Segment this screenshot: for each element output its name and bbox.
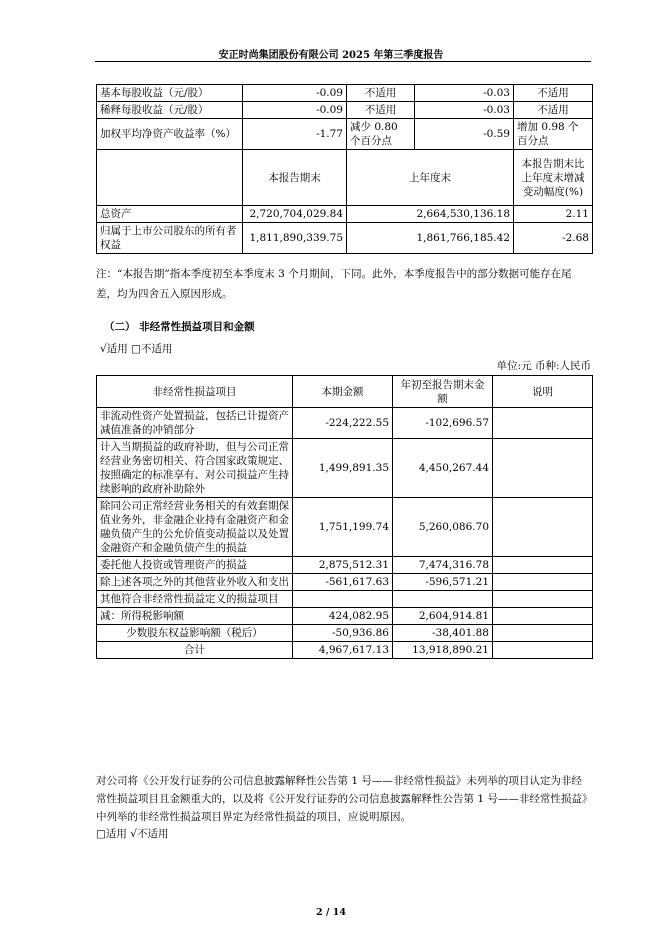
- table-row: [97, 498, 593, 557]
- item-cell: 其他符合非经常性损益定义的损益项目: [97, 591, 293, 608]
- section-title: （二） 非经常性损益项目和金额: [104, 321, 255, 333]
- header-cell: 年初至报告期末金额: [393, 376, 493, 408]
- current-amount: -224,222.55: [293, 408, 393, 439]
- item-cell: 除上述各项之外的其他营业外收入和支出: [97, 574, 293, 591]
- note-cell: [493, 557, 593, 574]
- table-row: [97, 206, 593, 223]
- table-header-row: [97, 150, 593, 206]
- header-cell: 非经常性损益项目: [97, 376, 293, 408]
- cell-value: 不适用: [514, 102, 593, 119]
- table-row: [97, 223, 593, 254]
- item-cell: 减：所得税影响额: [97, 608, 293, 625]
- cell-value: 2.11: [514, 206, 593, 223]
- row-label: 加权平均净资产收益率（%）: [97, 119, 243, 150]
- cell-value: 减少 0.80 个百分点: [347, 119, 415, 150]
- unit-label: 单位:元 币种:人民币: [496, 360, 591, 372]
- ytd-amount: 2,604,914.81: [393, 608, 493, 625]
- table-row: [97, 408, 593, 439]
- explanation-paragraph: 对公司将《公开发行证券的公司信息披露解释性公告第 1 号——非经常性损益》未列举的项目认定为非经常性损益项目且金额重大的，以及将《公开发行证券的公司信息披露解释性公告第 1 号——非经常性损益》中列举的非经常性损益项目界定为经常性损益的项目，应说明原因。: [96, 775, 588, 823]
- ytd-amount: -102,696.57: [393, 408, 493, 439]
- row-label: 总资产: [97, 206, 243, 223]
- table-row: [97, 119, 593, 150]
- ytd-amount: [393, 591, 493, 608]
- item-cell: 少数股东权益影响额（税后）: [97, 625, 293, 642]
- table-row: [97, 557, 593, 574]
- current-amount: 1,499,891.35: [293, 439, 393, 498]
- cell-value: 增加 0.98 个百分点: [514, 119, 593, 150]
- cell-value: 2,664,530,136.18: [347, 206, 514, 223]
- item-cell: 合计: [97, 642, 293, 659]
- cell-value: -0.03: [415, 85, 514, 102]
- ytd-amount: -596,571.21: [393, 574, 493, 591]
- page-number: 2 / 14: [316, 907, 346, 918]
- note-cell: [493, 608, 593, 625]
- item-cell: 委托他人投资或管理资产的损益: [97, 557, 293, 574]
- cell-value: 1,861,766,185.42: [347, 223, 514, 254]
- note-paragraph: 注：“本报告期”指本季度初至本季度末 3 个月期间，下同。此外，本季度报告中的部分数据可能存在尾差，均为四舍五入原因形成。: [96, 268, 572, 300]
- table-row: [97, 591, 593, 608]
- table-row: [97, 574, 593, 591]
- note-cell: [493, 498, 593, 557]
- page-header: 安正时尚集团股份有限公司 2025 年第三季度报告: [218, 50, 444, 61]
- table-row: [97, 439, 593, 498]
- current-amount: 1,751,199.74: [293, 498, 393, 557]
- current-amount: -561,617.63: [293, 574, 393, 591]
- current-amount: 424,082.95: [293, 608, 393, 625]
- item-cell: 除同公司正常经营业务相关的有效套期保值业务外，非金融企业持有金融资产和金融负债产生的公允价值变动损益以及处置金融资产和金融负债产生的损益: [97, 498, 293, 557]
- note-cell: [493, 642, 593, 659]
- applicable-checkbox-line: √适用 □不适用: [100, 343, 173, 355]
- header-cell: 上年度末: [347, 150, 514, 206]
- row-label: 归属于上市公司股东的所有者权益: [97, 223, 243, 254]
- ytd-amount: 5,260,086.70: [393, 498, 493, 557]
- cell-value: -0.09: [243, 102, 347, 119]
- current-amount: [293, 591, 393, 608]
- current-amount: -50,936.86: [293, 625, 393, 642]
- item-cell: 计入当期损益的政府补助，但与公司正常经营业务密切相关、符合国家政策规定、按照确定的标准享有、对公司损益产生持续影响的政府补助除外: [97, 439, 293, 498]
- row-label: 基本每股收益（元/股）: [97, 85, 243, 102]
- table-row-total: [97, 642, 593, 659]
- note-cell: [493, 625, 593, 642]
- note-cell: [493, 439, 593, 498]
- row-label: 稀释每股收益（元/股）: [97, 102, 243, 119]
- non-recurring-gains-table: [96, 375, 593, 659]
- cell-value: -1.77: [243, 119, 347, 150]
- cell-value: 不适用: [347, 102, 415, 119]
- ytd-amount: 13,918,890.21: [393, 642, 493, 659]
- financial-indicators-table: [96, 84, 593, 254]
- header-cell: 本期金额: [293, 376, 393, 408]
- cell-value: -0.03: [415, 102, 514, 119]
- header-divider: [95, 61, 591, 62]
- ytd-amount: 4,450,267.44: [393, 439, 493, 498]
- table-row: [97, 608, 593, 625]
- header-cell: 本报告期末: [243, 150, 347, 206]
- item-cell: 非流动性资产处置损益，包括已计提资产减值准备的冲销部分: [97, 408, 293, 439]
- cell-value: -2.68: [514, 223, 593, 254]
- current-amount: 4,967,617.13: [293, 642, 393, 659]
- cell-value: -0.09: [243, 85, 347, 102]
- current-amount: 2,875,512.31: [293, 557, 393, 574]
- cell-value: -0.59: [415, 119, 514, 150]
- ytd-amount: -38,401.88: [393, 625, 493, 642]
- note-cell: [493, 591, 593, 608]
- ytd-amount: 7,474,316.78: [393, 557, 493, 574]
- header-cell: 说明: [493, 376, 593, 408]
- cell-value: 不适用: [347, 85, 415, 102]
- table-row: [97, 102, 593, 119]
- cell-value: 2,720,704,029.84: [243, 206, 347, 223]
- table-row: [97, 85, 593, 102]
- cell-value: 不适用: [514, 85, 593, 102]
- table-header-row: [97, 376, 593, 408]
- header-cell: 本报告期末比上年度末增减变动幅度(%): [514, 150, 593, 206]
- note-cell: [493, 408, 593, 439]
- note-cell: [493, 574, 593, 591]
- header-cell: [97, 150, 243, 206]
- applicable-checkbox-line-2: □适用 √不适用: [96, 828, 169, 840]
- cell-value: 1,811,890,339.75: [243, 223, 347, 254]
- table-row: [97, 625, 593, 642]
